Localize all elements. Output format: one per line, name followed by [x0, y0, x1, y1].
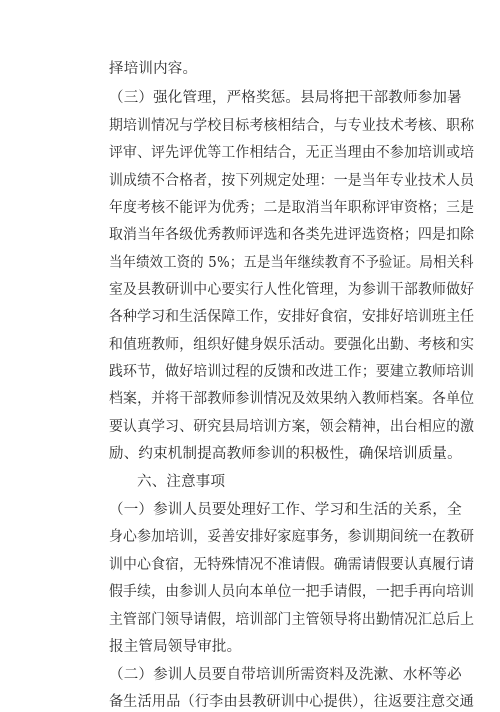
- text-line: 励、约束机制提高教师参训的积极性，确保培训质量。: [109, 446, 462, 462]
- section-heading: 六、注意事项: [137, 474, 226, 490]
- text-line: 训中心食宿，无特殊情况不准请假。确需请假要认真履行请: [109, 557, 475, 573]
- text-line: 备生活用品（行李由县教研训中心提供），往返要注意交通: [109, 694, 474, 710]
- text-line: 各种学习和生活保障工作，安排好食宿，安排好培训班主任: [109, 309, 475, 325]
- text-line: 主管部门领导请假，培训部门主管领导将出勤情况汇总后上: [109, 612, 475, 628]
- text-line: 践环节，做好培训过程的反馈和改进工作；要建立教师培训: [109, 364, 475, 380]
- text-line: 档案，并将干部教师参训情况及效果纳入教师档案。各单位: [109, 391, 475, 407]
- text-line: 报主管局领导审批。: [109, 639, 242, 655]
- paragraph-heading-line: （二）参训人员要自带培训所需资料及洗漱、水杯等必: [109, 667, 462, 683]
- text-line: 和值班教师，组织好健身娱乐活动。要强化出勤、考核和实: [109, 337, 475, 353]
- text-line: 假手续，由参训人员向本单位一把手请假，一把手再向培训: [109, 584, 475, 600]
- text-line: 年度考核不能评为优秀；二是取消当年职称评审资格；三是: [109, 200, 475, 216]
- text-line: 训成绩不合格者，按下列规定处理：一是当年专业技术人员: [109, 173, 475, 189]
- paragraph-heading-line: （三）强化管理，严格奖惩。县局将把干部教师参加暑: [109, 90, 462, 106]
- text-line: 室及县教研训中心要实行人性化管理，为参训干部教师做好: [109, 282, 475, 298]
- text-line: 期培训情况与学校目标考核相结合，与专业技术考核、职称: [109, 118, 475, 134]
- text-line: 评审、评先评优等工作相结合，无正当理由不参加培训或培: [109, 145, 475, 161]
- text-line: 取消当年各级优秀教师评选和各类先进评选资格；四是扣除: [109, 227, 475, 243]
- text-line: 择培训内容。: [109, 61, 198, 77]
- paragraph-heading-line: （一）参训人员要处理好工作、学习和生活的关系，全: [109, 502, 462, 518]
- text-line: 当年绩效工资的 5%；五是当年继续教育不予验证。局相关科: [109, 255, 474, 271]
- text-line: 身心参加培训，妥善安排好家庭事务，参训期间统一在教研: [109, 529, 475, 545]
- text-line: 要认真学习、研究县局培训方案，领会精神，出台相应的激: [109, 419, 475, 435]
